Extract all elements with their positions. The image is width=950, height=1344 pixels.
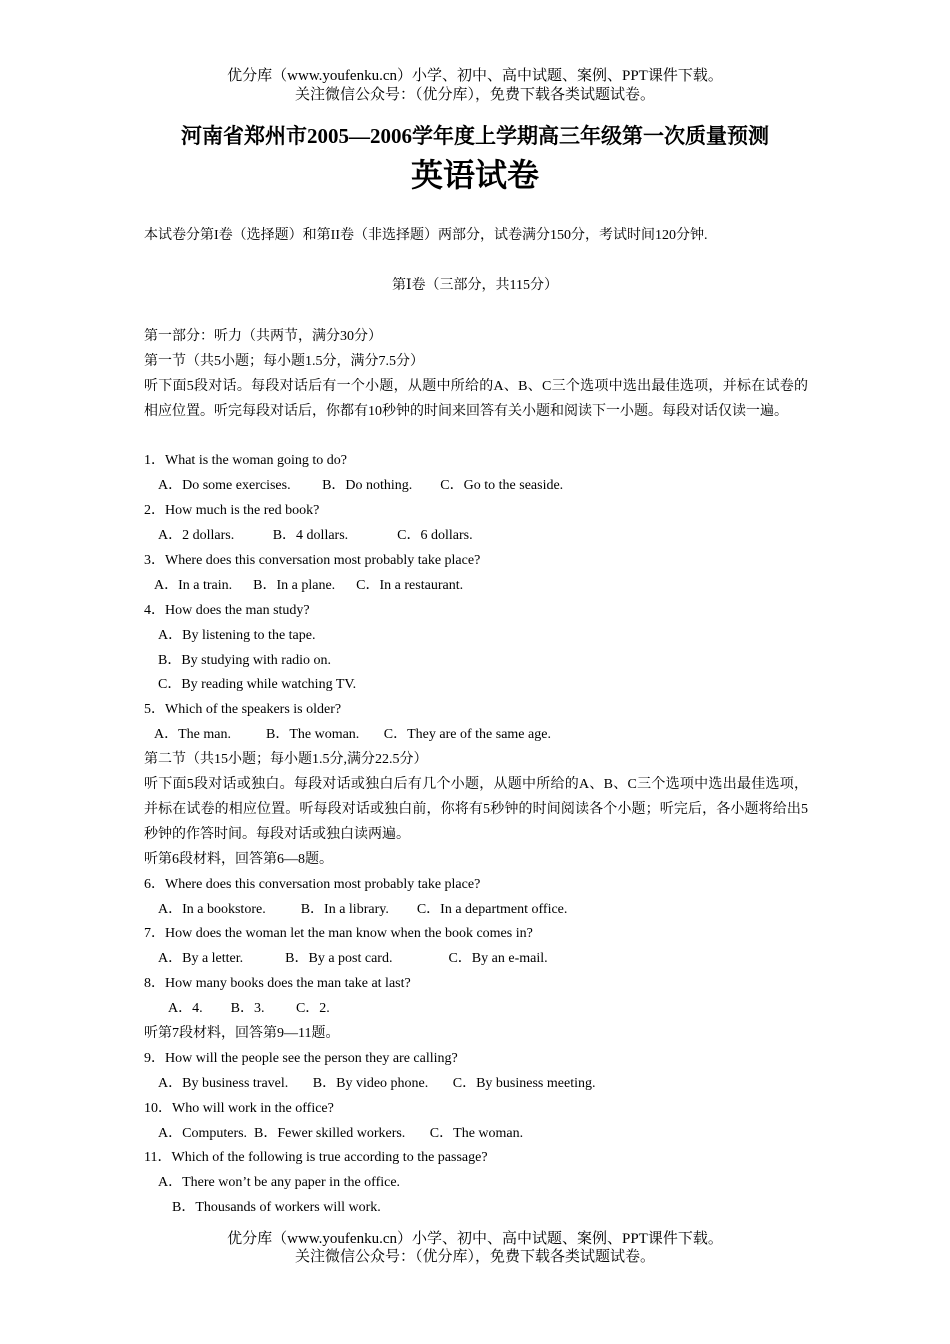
question-4-option-c: C．By reading while watching TV. (158, 677, 357, 693)
question-6-options: A．In a bookstore. B．In a library. C．In a department office. (158, 901, 568, 917)
question-8: 8．How many books does the man take at last? (144, 976, 411, 992)
part1-heading: 第一部分：听力（共两节，满分30分） (144, 329, 382, 344)
section2-instructions: 听下面5段对话或独白。每段对话或独白后有几个小题，从题中所给的A、B、C三个选项中选出最佳选项，并标在试卷的相应位置。听每段对话或独白前，你将有5秒钟的时间阅读各个小题；听完后，各小题将给出5秒钟的作答时间。每段对话或独白读两遍。 (144, 777, 808, 842)
footer-line-2: 关注微信公众号：（优分库），免费下载各类试题试卷。 (294, 1249, 655, 1265)
material-7-note: 听第7段材料，回答第9—11题。 (144, 1025, 340, 1041)
question-3-options: A．In a train. B．In a plane. C．In a restaurant. (154, 577, 464, 593)
header-line-1: 优分库（www.youfenku.cn）小学、初中、高中试题、案例、PPT课件下载。 (227, 68, 723, 84)
question-3: 3．Where does this conversation most probably take place? (144, 553, 481, 569)
question-7-options: A．By a letter. B．By a post card. C．By an e-mail. (158, 951, 548, 967)
question-9-options: A．By business travel. B．By video phone. C．By business meeting. (158, 1075, 596, 1091)
exam-intro: 本试卷分第I卷（选择题）和第II卷（非选择题）两部分，试卷满分150分，考试时间120分钟. (144, 228, 708, 243)
material-6-note: 听第6段材料，回答第6—8题。 (144, 851, 333, 867)
question-8-options: A．4. B．3. C．2. (168, 1001, 330, 1017)
exam-title: 河南省郑州市2005—2006学年度上学期高三年级第一次质量预测 (181, 124, 769, 148)
question-5-options: A．The man. B．The woman. C．They are of the same age. (154, 727, 551, 743)
question-10: 10．Who will work in the office? (144, 1100, 334, 1116)
section1-instructions: 听下面5段对话。每段对话后有一个小题，从题中所给的A、B、C三个选项中选出最佳选项，并标在试卷的相应位置。听完每段对话后，你都有10秒钟的时间来回答有关小题和阅读下一小题。每段对话仅读一遍。 (144, 378, 808, 419)
section2-heading: 第二节（共15小题；每小题1.5分,满分22.5分） (144, 752, 428, 768)
question-5: 5．Which of the speakers is older? (144, 702, 342, 718)
exam-subject: 英语试卷 (410, 156, 539, 194)
footer-line-1: 优分库（www.youfenku.cn）小学、初中、高中试题、案例、PPT课件下载。 (227, 1231, 723, 1247)
question-4: 4．How does the man study? (144, 602, 310, 618)
question-10-options: A．Computers. B．Fewer skilled workers. C．The woman. (158, 1125, 524, 1141)
question-4-option-a: A．By listening to the tape. (158, 627, 316, 643)
question-7: 7．How does the woman let the man know when the book comes in? (144, 926, 533, 942)
question-6: 6．Where does this conversation most probably take place? (144, 876, 481, 892)
section1-heading: 第一节（共5小题；每小题1.5分，满分7.5分） (144, 353, 424, 369)
question-1: 1．What is the woman going to do? (144, 453, 347, 469)
question-2-options: A．2 dollars. B．4 dollars. C．6 dollars. (158, 528, 473, 544)
question-9: 9．How will the people see the person they are calling? (144, 1050, 458, 1066)
volume-heading: 第Ⅰ卷（三部分，共115分） (391, 278, 558, 293)
exam-body (144, 325, 808, 1221)
question-11-option-a: A．There won’t be any paper in the office. (158, 1175, 401, 1191)
question-4-option-b: B．By studying with radio on. (158, 652, 332, 668)
question-11-option-b: B．Thousands of workers will work. (172, 1200, 381, 1216)
question-11: 11．Which of the following is true according to the passage? (144, 1150, 488, 1166)
question-2: 2．How much is the red book? (144, 503, 320, 519)
question-1-options: A．Do some exercises. B．Do nothing. C．Go to the seaside. (158, 478, 564, 494)
header-line-2: 关注微信公众号：（优分库），免费下载各类试题试卷。 (294, 87, 655, 103)
